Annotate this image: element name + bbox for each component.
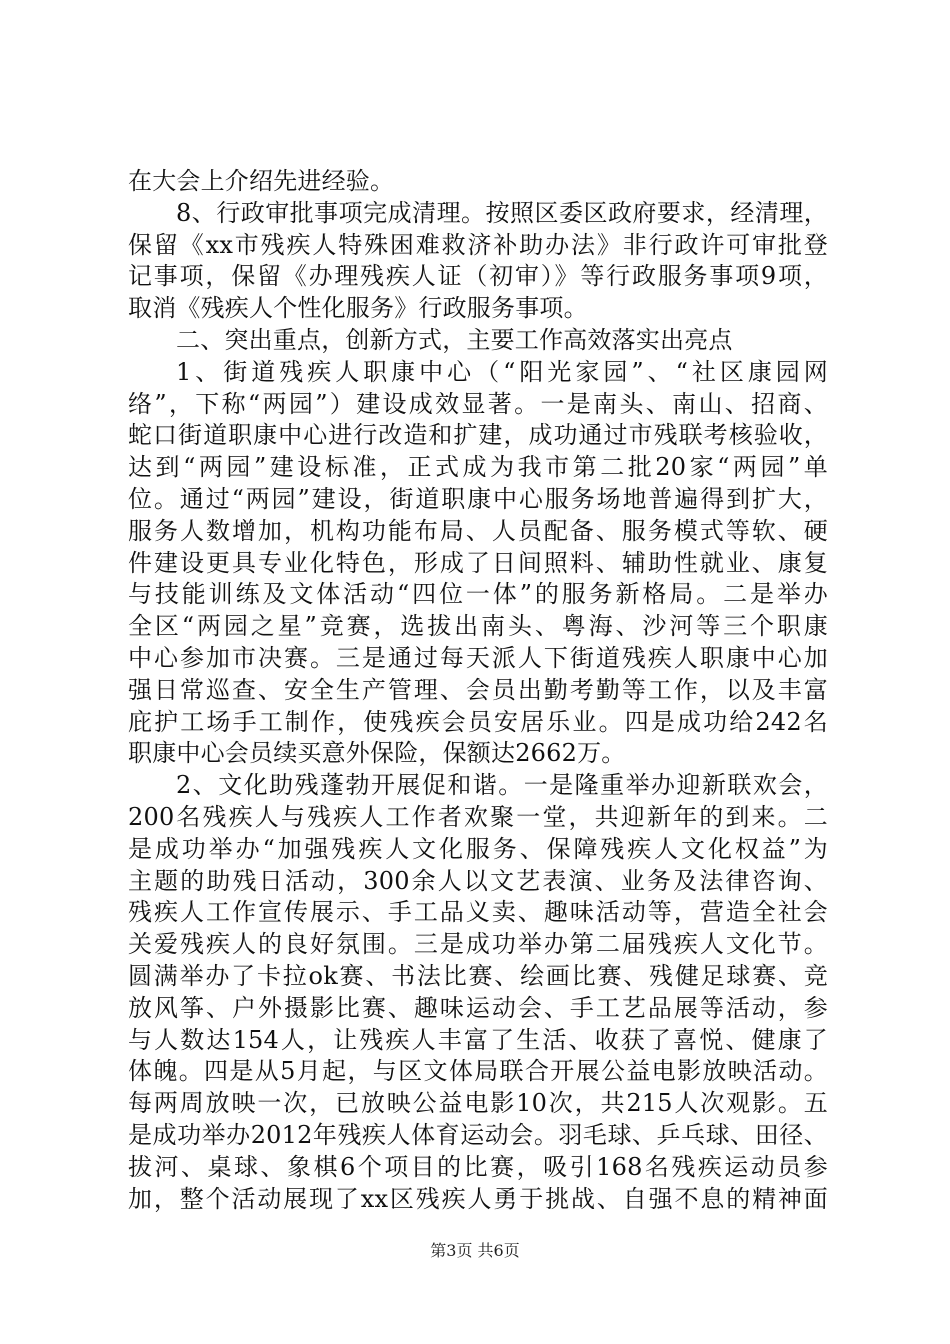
text-line: 职康中心会员续买意外保险，保额达2662万。 bbox=[128, 739, 626, 768]
text-line: 体魄。四是从5月起，与区文体局联合开展公益电影放映活动。 bbox=[128, 1057, 828, 1086]
text-line: 拔河、桌球、象棋6个项目的比赛，吸引168名残疾运动员参 bbox=[128, 1152, 828, 1181]
text-line: 加，整个活动展现了xx区残疾人勇于挑战、自强不息的精神面 bbox=[128, 1184, 828, 1213]
text-line: 强日常巡查、安全生产管理、会员出勤考勤等工作，以及丰富 bbox=[128, 675, 828, 704]
document-body bbox=[128, 166, 828, 1215]
text-line: 200名残疾人与残疾人工作者欢聚一堂，共迎新年的到来。二 bbox=[128, 802, 828, 831]
text-line: 放风筝、户外摄影比赛、趣味运动会、手工艺品展等活动，参 bbox=[128, 993, 828, 1022]
text-line: 与人数达154人，让残疾人丰富了生活、收获了喜悦、健康了 bbox=[128, 1025, 828, 1054]
text-line: 蛇口街道职康中心进行改造和扩建，成功通过市残联考核验收， bbox=[128, 421, 828, 450]
text-line: 与技能训练及文体活动“四位一体”的服务新格局。二是举办 bbox=[128, 580, 828, 609]
text-line: 圆满举办了卡拉ok赛、书法比赛、绘画比赛、残健足球赛、竞 bbox=[128, 961, 828, 990]
text-line: 中心参加市决赛。三是通过每天派人下街道残疾人职康中心加 bbox=[128, 643, 828, 672]
text-line: 是成功举办“加强残疾人文化服务、保障残疾人文化权益”为 bbox=[128, 834, 828, 863]
text-line: 2、文化助残蓬勃开展促和谐。一是隆重举办迎新联欢会， bbox=[176, 771, 828, 800]
text-line: 是成功举办2012年残疾人体育运动会。羽毛球、乒乓球、田径、 bbox=[128, 1120, 828, 1149]
text-line: 取消《残疾人个性化服务》行政服务事项。 bbox=[128, 294, 588, 323]
text-line: 关爱残疾人的良好氛围。三是成功举办第二届残疾人文化节。 bbox=[128, 930, 828, 959]
text-line: 残疾人工作宣传展示、手工品义卖、趣味活动等，营造全社会 bbox=[128, 898, 828, 927]
text-line: 位。通过“两园”建设，街道职康中心服务场地普遍得到扩大， bbox=[128, 484, 828, 513]
text-line: 每两周放映一次，已放映公益电影10次，共215人次观影。五 bbox=[128, 1089, 828, 1118]
text-line: 络”，下称“两园”）建设成效显著。一是南头、南山、招商、 bbox=[128, 389, 828, 418]
text-line: 全区“两园之星”竞赛，选拔出南头、粤海、沙河等三个职康 bbox=[128, 612, 828, 641]
text-line: 庇护工场手工制作，使残疾会员安居乐业。四是成功给242名 bbox=[128, 707, 828, 736]
section-heading: 二、突出重点，创新方式，主要工作高效落实出亮点 bbox=[176, 325, 733, 354]
text-line: 保留《xx市残疾人特殊困难救济补助办法》非行政许可审批登 bbox=[128, 230, 828, 259]
text-line: 服务人数增加，机构功能布局、人员配备、服务模式等软、硬 bbox=[128, 516, 828, 545]
text-line: 主题的助残日活动，300余人以文艺表演、业务及法律咨询、 bbox=[128, 866, 828, 895]
text-line: 8、行政审批事项完成清理。按照区委区政府要求，经清理， bbox=[176, 198, 828, 227]
text-line: 在大会上介绍先进经验。 bbox=[128, 167, 395, 195]
page-footer: 第3页 共6页 bbox=[430, 1241, 520, 1260]
text-line: 达到“两园”建设标准，正式成为我市第二批20家“两园”单 bbox=[128, 453, 828, 482]
text-line: 件建设更具专业化特色，形成了日间照料、辅助性就业、康复 bbox=[128, 548, 828, 577]
text-line: 1、街道残疾人职康中心（“阳光家园”、“社区康园网 bbox=[176, 357, 828, 386]
text-line: 记事项，保留《办理残疾人证（初审）》等行政服务事项9项， bbox=[128, 262, 828, 291]
